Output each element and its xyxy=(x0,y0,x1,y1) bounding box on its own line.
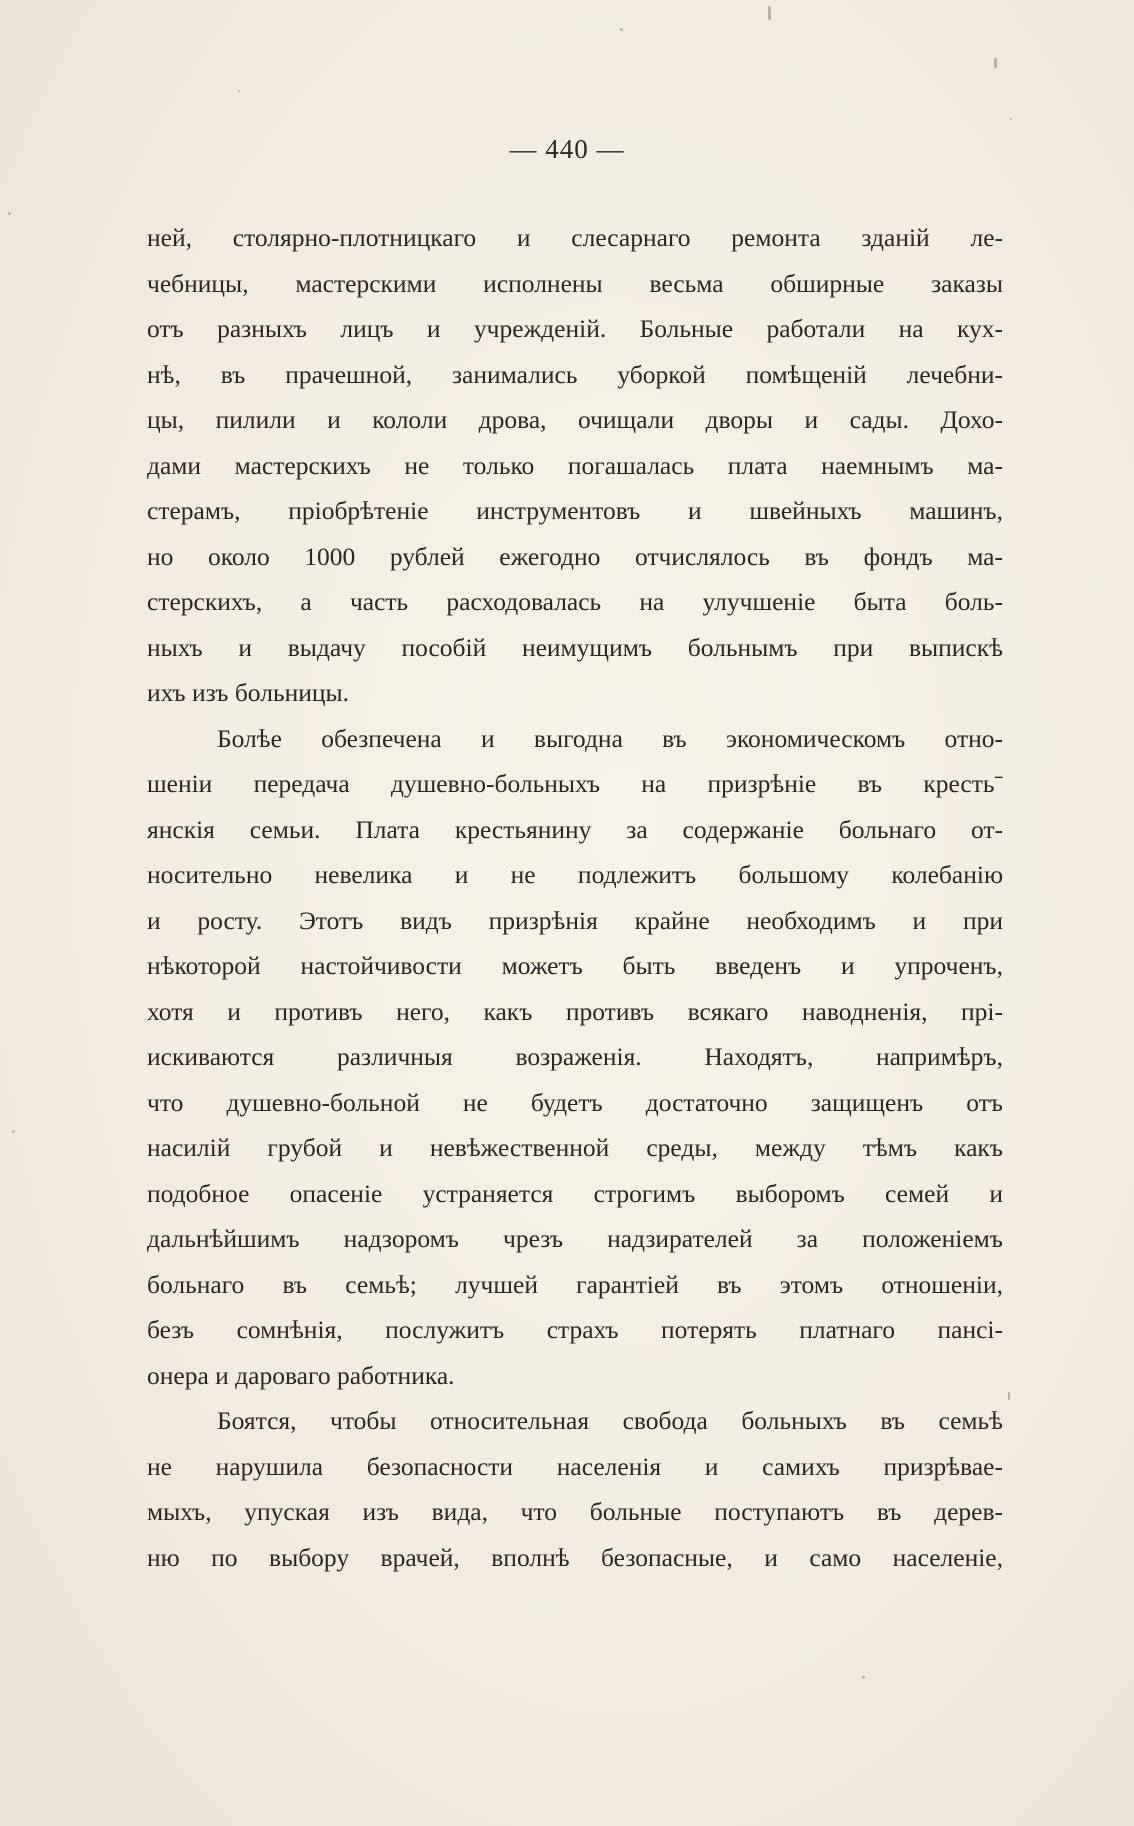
paper-speck xyxy=(862,1676,865,1679)
text-line: не нарушила безопасности населенія и самихъ призрѣвае- xyxy=(147,1451,1003,1481)
text-line: мыхъ, упуская изъ вида, что больные поступаютъ въ дерев- xyxy=(147,1497,1003,1526)
text-body xyxy=(147,215,1003,1580)
text-line: нѣкоторой настойчивости можетъ быть введенъ и упроченъ, xyxy=(147,951,1003,980)
paper-speck xyxy=(1008,1392,1010,1400)
paragraph xyxy=(147,1398,1003,1580)
text-line: цы, пилили и кололи дрова, очищали дворы и сады. Дохо- xyxy=(147,405,1003,434)
text-line: подобное опасеніе устраняется строгимъ выборомъ семей и xyxy=(147,1178,1003,1208)
text-line: шеніи передача душевно-больныхъ на призрѣніе въ крестьˉ xyxy=(147,769,1003,798)
text-line: искиваются различныя возраженія. Находятъ, напримѣръ, xyxy=(147,1042,1003,1071)
text-line: больнаго въ семьѣ; лучшей гарантіей въ этомъ отношеніи, xyxy=(147,1269,1003,1299)
text-line: нѣ, въ прачешной, занимались уборкой помѣщеній лечебни- xyxy=(147,359,1003,389)
text-line: ней, столярно-плотницкаго и слесарнаго ремонта зданій ле- xyxy=(147,223,1003,252)
paper-speck xyxy=(768,6,771,20)
text-line: насилій грубой и невѣжественной среды, между тѣмъ какъ xyxy=(147,1133,1003,1162)
text-line: стерамъ, пріобрѣтеніе инструментовъ и швейныхъ машинъ, xyxy=(147,496,1003,525)
paragraph xyxy=(147,716,1003,1399)
paper-speck xyxy=(1010,118,1012,120)
text-line: что душевно-больной не будетъ достаточно защищенъ отъ xyxy=(147,1087,1003,1117)
text-line: стерскихъ, а часть расходовалась на улучшеніе быта боль- xyxy=(147,587,1003,616)
paper-speck xyxy=(620,28,623,31)
text-line: дами мастерскихъ не только погашалась плата наемнымъ ма- xyxy=(147,450,1003,480)
paper-speck xyxy=(8,212,11,215)
text-line: отъ разныхъ лицъ и учрежденій. Больные работали на кух- xyxy=(147,314,1003,343)
paper-speck xyxy=(238,90,240,92)
paper-speck xyxy=(12,1130,15,1133)
page-number: — 440 — xyxy=(509,134,625,164)
text-line: ню по выбору врачей, вполнѣ безопасные, и само населеніе, xyxy=(147,1542,1003,1572)
text-line: ихъ изъ больницы. xyxy=(147,678,350,707)
paper-speck xyxy=(994,58,997,68)
text-line: хотя и противъ него, какъ противъ всякаго наводненія, прі- xyxy=(147,996,1003,1026)
text-line: и росту. Этотъ видъ призрѣнія крайне необходимъ и при xyxy=(147,905,1003,935)
text-line: ныхъ и выдачу пособій неимущимъ больнымъ при выпискѣ xyxy=(147,632,1003,662)
text-line: дальнѣйшимъ надзоромъ чрезъ надзирателей за положеніемъ xyxy=(147,1224,1003,1253)
text-line: безъ сомнѣнія, послужитъ страхъ потерять платнаго пансі- xyxy=(147,1315,1003,1344)
text-line: но около 1000 рублей ежегодно отчислялось въ фондъ ма- xyxy=(147,541,1003,571)
paragraph xyxy=(147,215,1003,716)
text-line: Болѣе обезпечена и выгодна въ экономическомъ отно- xyxy=(217,723,1003,753)
text-line: янскія семьи. Плата крестьянину за содержаніе больнаго от- xyxy=(147,814,1003,844)
text-line: носительно невелика и не подлежитъ большому колебанію xyxy=(147,860,1003,889)
text-line: чебницы, мастерскими исполнены весьма обширные заказы xyxy=(147,268,1003,298)
text-line: Боятся, чтобы относительная свобода больныхъ въ семьѣ xyxy=(217,1406,1003,1435)
text-line: онера и дароваго работника. xyxy=(147,1360,455,1390)
